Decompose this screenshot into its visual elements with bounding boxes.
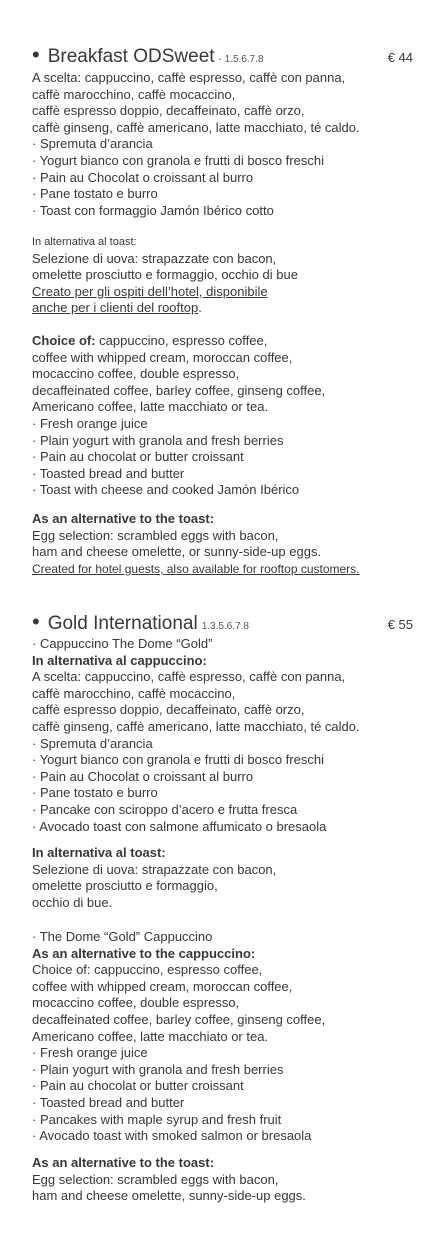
description-line: ham and cheese omelette, or sunny-side-up eggs. — [32, 544, 322, 560]
description-line: mocaccino coffee, double espresso, — [32, 366, 240, 382]
alternative-heading: As an alternative to the toast: — [32, 1155, 215, 1170]
description-line: Americano coffee, latte macchiato or tea. — [32, 399, 269, 415]
description-line: caffè marocchino, caffè mocaccino, — [32, 86, 236, 102]
list-item: · Toast con formaggio Jamón Ibérico cotto — [32, 202, 274, 218]
list-item: · Pancake con sciroppo d’acero e frutta fresca — [32, 801, 298, 817]
note-end: . — [198, 300, 202, 316]
description-line: occhio di bue. — [32, 894, 113, 910]
item-name: Breakfast ODSweet — [47, 46, 215, 67]
list-item: · Pane tostato e burro — [32, 785, 158, 801]
description-line: coffee with whipped cream, moroccan coffee, — [32, 349, 293, 365]
description-line: A scelta: cappuccino, caffè espresso, caffè con panna, — [32, 70, 346, 85]
list-item: · Plain yogurt with granola and fresh berries — [32, 432, 284, 448]
hotel-note: Created for hotel guests, also available for rooftop customers. — [32, 561, 360, 576]
description-line: Americano coffee, latte macchiato or tea. — [32, 1028, 269, 1044]
alternative-heading: As an alternative to the cappuccino: — [32, 945, 256, 961]
description-line: caffè ginseng, caffè americano, latte macchiato, té caldo. — [32, 119, 360, 135]
description-line — [32, 333, 432, 350]
allergen-codes: - 1.5.6.7.8 — [218, 54, 264, 65]
list-item: · Cappuccino The Dome “Gold” — [32, 636, 213, 651]
hotel-note: anche per i clienti del rooftop — [32, 300, 199, 316]
list-item: · Plain yogurt with granola and fresh berries — [32, 1061, 284, 1077]
description-line: Egg selection: scrambled eggs with bacon, — [32, 527, 279, 543]
list-item: · Pain au chocolat or butter croissant — [32, 449, 244, 465]
alternative-heading: In alternativa al toast: — [32, 236, 137, 248]
english-description — [32, 929, 432, 1145]
italian-alternative — [32, 234, 432, 317]
item-price: € 55 — [387, 617, 413, 632]
description-line: caffè marocchino, caffè mocaccino, — [32, 685, 236, 701]
alternative-heading: As an alternative to the toast: — [32, 511, 215, 526]
hotel-note-line — [32, 300, 432, 317]
list-item: · Yogurt bianco con granola e frutti di bosco freschi — [32, 752, 324, 768]
list-item: · Spremuta d’arancia — [32, 136, 153, 152]
list-item: · The Dome “Gold” Cappuccino — [32, 929, 213, 944]
description-line: caffè espresso doppio, decaffeinato, caffè orzo, — [32, 702, 305, 718]
allergen-codes: 1.3.5.6.7.8 — [201, 621, 249, 632]
description-line: coffee with whipped cream, moroccan coffee, — [32, 978, 293, 994]
list-item: · Toasted bread and butter — [32, 1094, 185, 1110]
description-line: decaffeinated coffee, barley coffee, ginseng coffee, — [32, 382, 326, 398]
list-item: · Yogurt bianco con granola e frutti di bosco freschi — [32, 152, 324, 168]
italian-alternative — [32, 845, 432, 911]
list-item: · Avocado toast con salmone affumicato o bresaola — [32, 818, 327, 834]
section-title-gold-international — [32, 609, 413, 637]
list-item: · Toast with cheese and cooked Jamón Ibérico — [32, 482, 300, 498]
description-line: mocaccino coffee, double espresso, — [32, 995, 240, 1011]
list-item: · Spremuta d’arancia — [32, 735, 153, 751]
description-line: Choice of: cappuccino, espresso coffee, — [32, 962, 263, 978]
list-item: · Pain au chocolat or butter croissant — [32, 1078, 244, 1094]
list-item: · Fresh orange juice — [32, 1045, 148, 1061]
alternative-heading: In alternativa al cappuccino: — [32, 652, 207, 668]
english-alternative — [32, 511, 432, 577]
italian-description — [32, 70, 432, 219]
bullet-icon: • — [32, 609, 40, 634]
description-line: Egg selection: scrambled eggs with bacon, — [32, 1171, 279, 1187]
english-description — [32, 333, 432, 499]
bullet-icon: • — [32, 42, 40, 67]
list-item: · Pain au Chocolat o croissant al burro — [32, 768, 254, 784]
hotel-note: Creato per gli ospiti dell’hotel, disponibile — [32, 283, 268, 299]
description-line: caffè espresso doppio, decaffeinato, caffè orzo, — [32, 103, 305, 119]
italian-description — [32, 636, 432, 835]
description-line: Selezione di uova: strapazzate con bacon, — [32, 250, 277, 266]
description-line: decaffeinated coffee, barley coffee, ginseng coffee, — [32, 1011, 326, 1027]
description-line: omelette prosciutto e formaggio, occhio di bue — [32, 267, 298, 283]
list-item: · Avocado toast with smoked salmon or bresaola — [32, 1128, 312, 1144]
list-item: · Toasted bread and butter — [32, 465, 185, 481]
description-line: A scelta: cappuccino, caffè espresso, caffè con panna, — [32, 669, 346, 685]
english-alternative — [32, 1155, 432, 1205]
description-line: caffè ginseng, caffè americano, latte macchiato, té caldo. — [32, 718, 360, 734]
list-item: · Pane tostato e burro — [32, 186, 158, 202]
item-price: € 44 — [387, 50, 413, 65]
description-line: Selezione di uova: strapazzate con bacon, — [32, 861, 277, 877]
list-item: · Pancakes with maple syrup and fresh fruit — [32, 1111, 282, 1127]
description-line: ham and cheese omelette, sunny-side-up eggs. — [32, 1188, 306, 1204]
list-item: · Fresh orange juice — [32, 415, 148, 431]
section-title-breakfast-odsweet — [32, 42, 413, 70]
choice-label: Choice of: — [32, 333, 96, 348]
description-line: omelette prosciutto e formaggio, — [32, 878, 218, 894]
choice-text: cappuccino, espresso coffee, — [95, 333, 268, 348]
alternative-heading: In alternativa al toast: — [32, 845, 166, 860]
hotel-note-line — [32, 284, 432, 301]
item-name: Gold International — [47, 613, 198, 634]
list-item: · Pain au Chocolat o croissant al burro — [32, 169, 254, 185]
